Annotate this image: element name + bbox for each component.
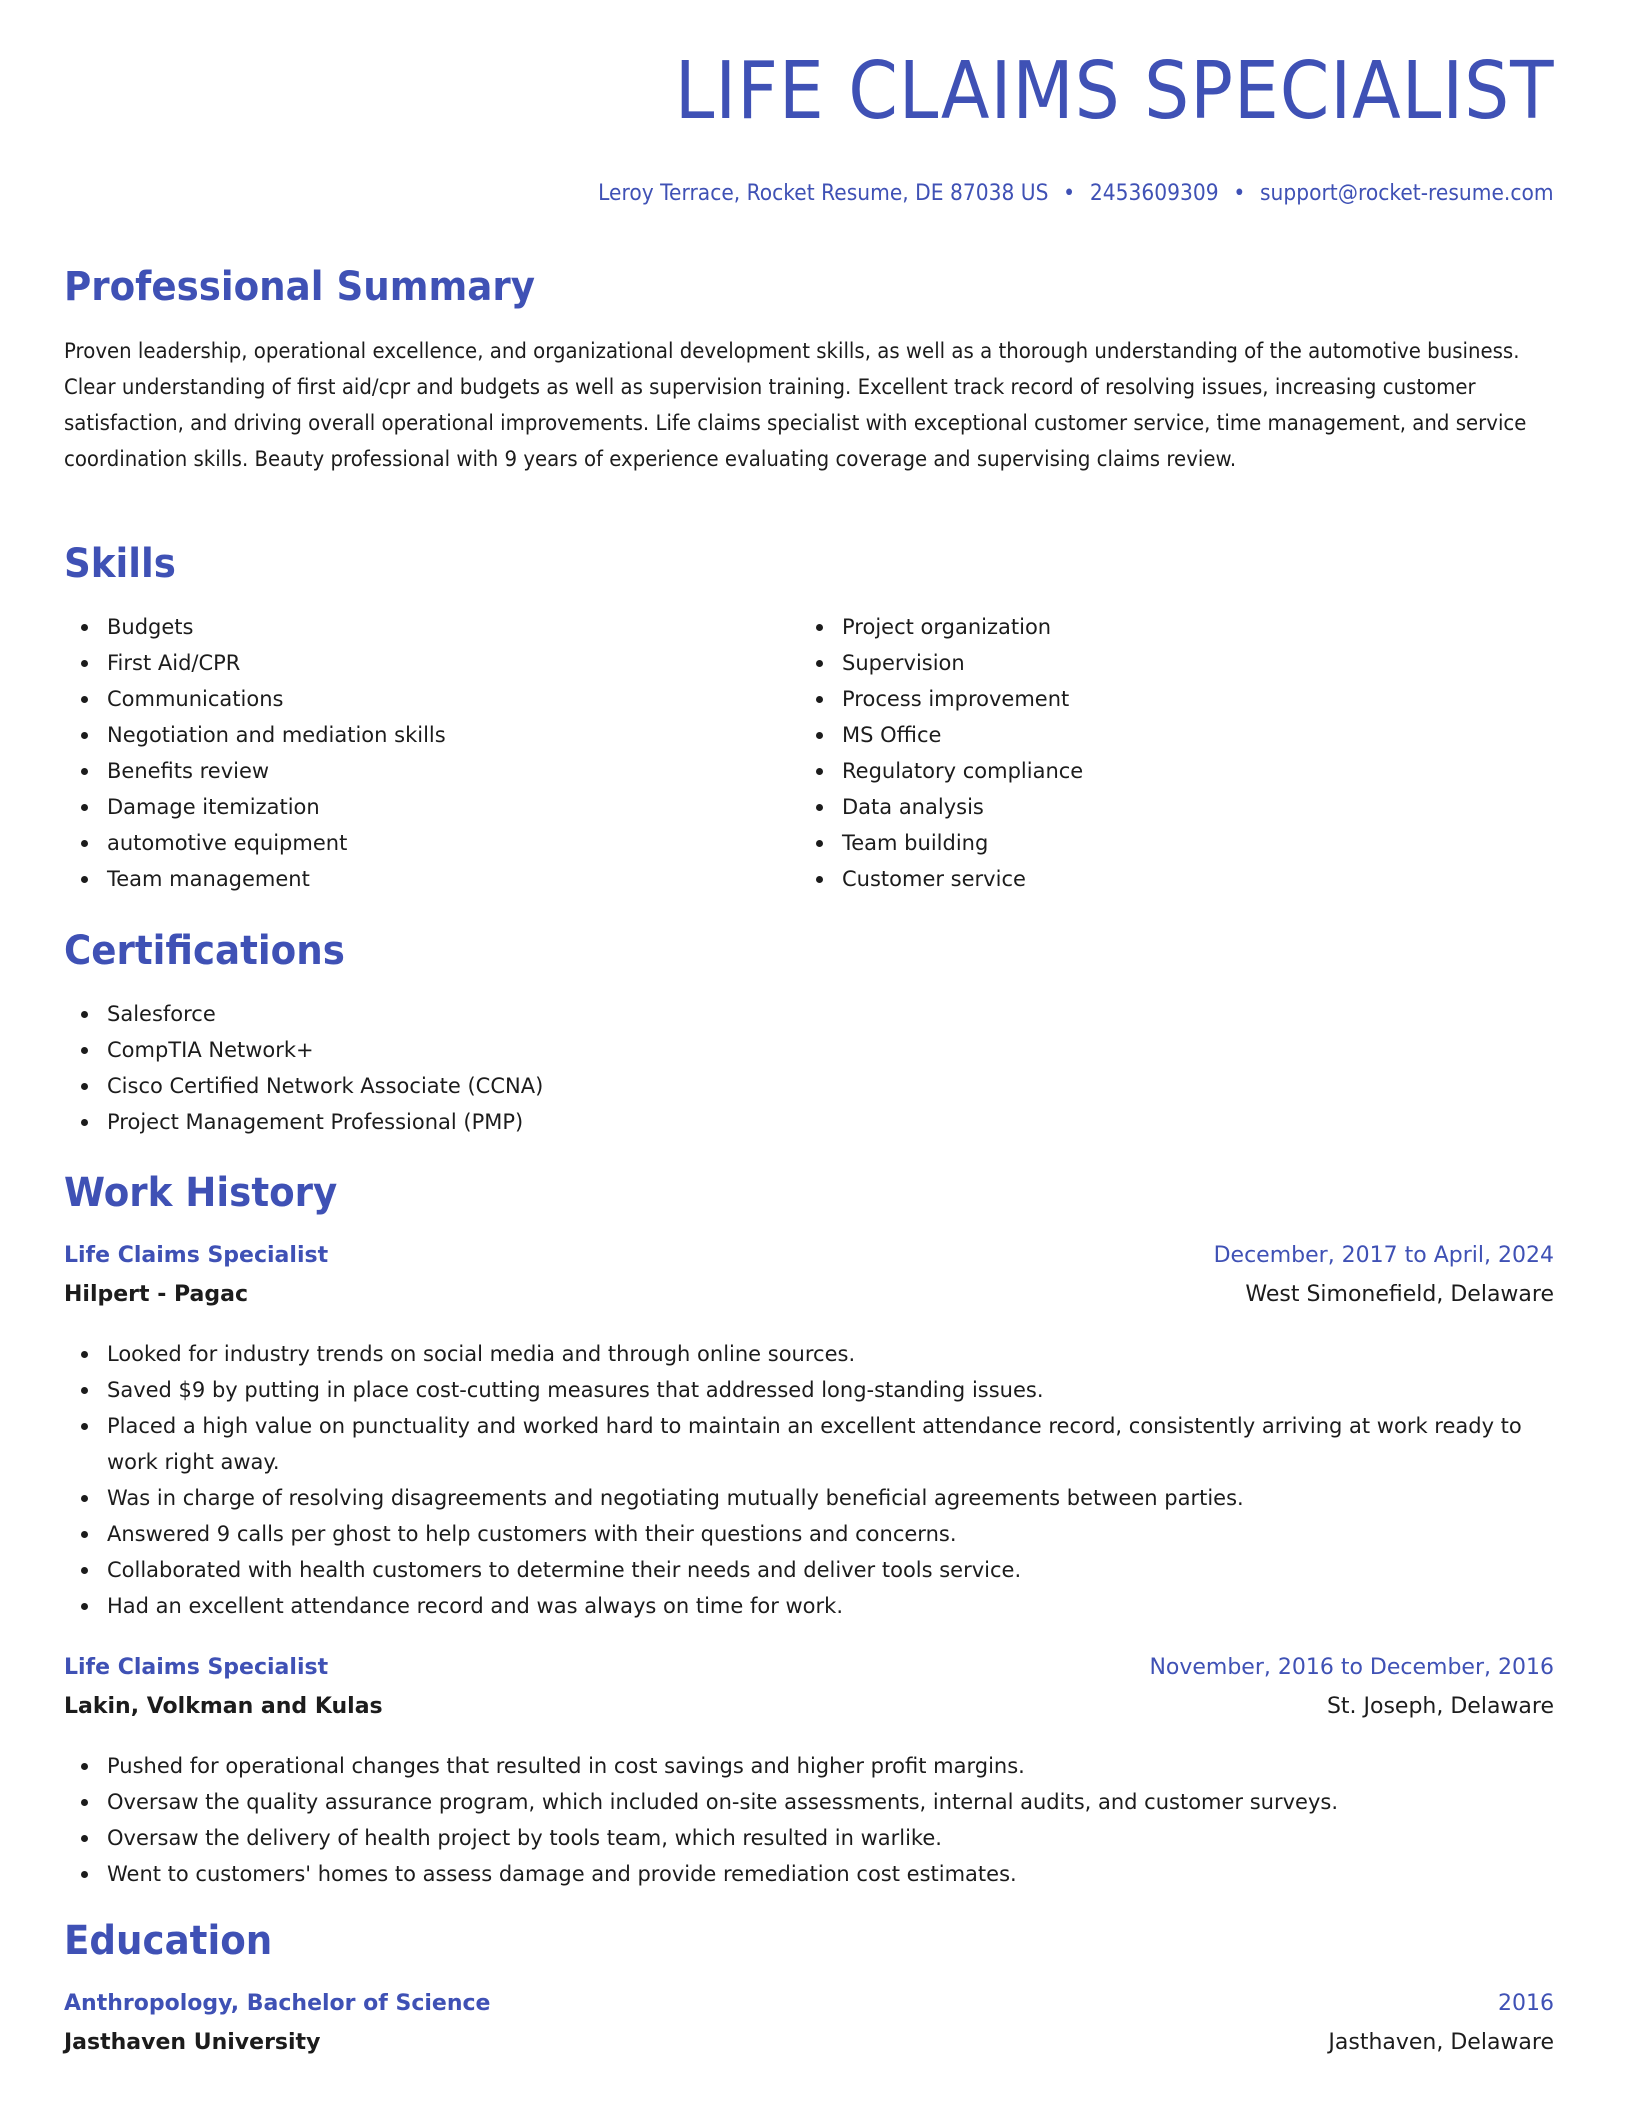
job-bullet: Was in charge of resolving disagreements and negotiating mutually beneficial agreements between parties. — [64, 1480, 1554, 1516]
job-company: Hilpert - Pagac — [64, 1282, 248, 1307]
job-bullets — [64, 1748, 1554, 1892]
education-location: Jasthaven, Delaware — [1328, 2030, 1554, 2055]
skill-item: MS Office — [799, 717, 1499, 753]
job-bullet: Collaborated with health customers to determine their needs and deliver tools service. — [64, 1552, 1554, 1588]
certification-item: CompTIA Network+ — [64, 1032, 1554, 1068]
summary-heading: Professional Summary — [64, 264, 535, 310]
skill-item: automotive equipment — [64, 825, 764, 861]
contact-line — [599, 181, 1554, 206]
contact-phone: 2453609309 — [1090, 181, 1220, 206]
job-bullet: Placed a high value on punctuality and worked hard to maintain an excellent attendance record, consistently arriving at work ready to work right away. — [64, 1408, 1554, 1480]
education-heading: Education — [64, 1918, 273, 1964]
job-title: Life Claims Specialist — [64, 1243, 329, 1268]
education-degree: Anthropology, Bachelor of Science — [64, 1991, 491, 2016]
skill-item: Damage itemization — [64, 789, 764, 825]
resume-title: LIFE CLAIMS SPECIALIST — [674, 45, 1554, 137]
job-bullet: Answered 9 calls per ghost to help customers with their questions and concerns. — [64, 1516, 1554, 1552]
skills-list-left — [64, 609, 764, 897]
job-dates: November, 2016 to December, 2016 — [1149, 1655, 1554, 1680]
job-bullet: Oversaw the delivery of health project by tools team, which resulted in warlike. — [64, 1820, 1554, 1856]
skill-item: Project organization — [799, 609, 1499, 645]
job-bullet: Saved $9 by putting in place cost-cutting measures that addressed long-standing issues. — [64, 1372, 1554, 1408]
skills-list-right — [799, 609, 1499, 897]
job-bullet: Oversaw the quality assurance program, which included on-site assessments, internal audits, and customer surveys. — [64, 1784, 1554, 1820]
certification-item: Cisco Certified Network Associate (CCNA) — [64, 1068, 1554, 1104]
job-location: St. Joseph, Delaware — [1326, 1694, 1554, 1719]
contact-separator: • — [1063, 181, 1076, 206]
job-bullet: Pushed for operational changes that resulted in cost savings and higher profit margins. — [64, 1748, 1554, 1784]
job-dates: December, 2017 to April, 2024 — [1213, 1243, 1554, 1268]
skill-item: Process improvement — [799, 681, 1499, 717]
skill-item: Benefits review — [64, 753, 764, 789]
certifications-heading: Certifications — [64, 928, 345, 974]
job-bullet: Looked for industry trends on social media and through online sources. — [64, 1336, 1554, 1372]
skill-item: Team building — [799, 825, 1499, 861]
job-bullets — [64, 1336, 1554, 1624]
skills-heading: Skills — [64, 541, 176, 587]
education-school: Jasthaven University — [64, 2030, 321, 2055]
skill-item: First Aid/CPR — [64, 645, 764, 681]
skill-item: Data analysis — [799, 789, 1499, 825]
job-bullet: Had an excellent attendance record and was always on time for work. — [64, 1588, 1554, 1624]
job-bullet: Went to customers' homes to assess damage and provide remediation cost estimates. — [64, 1856, 1554, 1892]
certifications-list — [64, 996, 1554, 1140]
job-location: West Simonefield, Delaware — [1245, 1282, 1554, 1307]
certification-item: Project Management Professional (PMP) — [64, 1104, 1554, 1140]
contact-separator: • — [1233, 181, 1246, 206]
summary-text: Proven leadership, operational excellence, and organizational development skills, as well as a thorough understanding of the automotive business. Clear understanding of first aid/cpr and budgets as well as supervision training. Excellent track record of resolving issues, increasing customer satisfaction, and driving overall operational improvements. Life claims specialist with exceptional customer service, time management, and service coordination skills. Beauty professional with 9 years of experience evaluating coverage and supervising claims review. — [64, 339, 1527, 471]
certification-item: Salesforce — [64, 996, 1554, 1032]
skill-item: Negotiation and mediation skills — [64, 717, 764, 753]
job-company: Lakin, Volkman and Kulas — [64, 1694, 383, 1719]
skill-item: Budgets — [64, 609, 764, 645]
skill-item: Communications — [64, 681, 764, 717]
work-history-heading: Work History — [64, 1170, 338, 1216]
skill-item: Team management — [64, 861, 764, 897]
skill-item: Customer service — [799, 861, 1499, 897]
contact-email: support@rocket-resume.com — [1260, 181, 1554, 206]
skill-item: Regulatory compliance — [799, 753, 1499, 789]
contact-address: Leroy Terrace, Rocket Resume, DE 87038 US — [598, 181, 1049, 206]
skill-item: Supervision — [799, 645, 1499, 681]
education-year: 2016 — [1498, 1991, 1554, 2016]
job-title: Life Claims Specialist — [64, 1655, 329, 1680]
